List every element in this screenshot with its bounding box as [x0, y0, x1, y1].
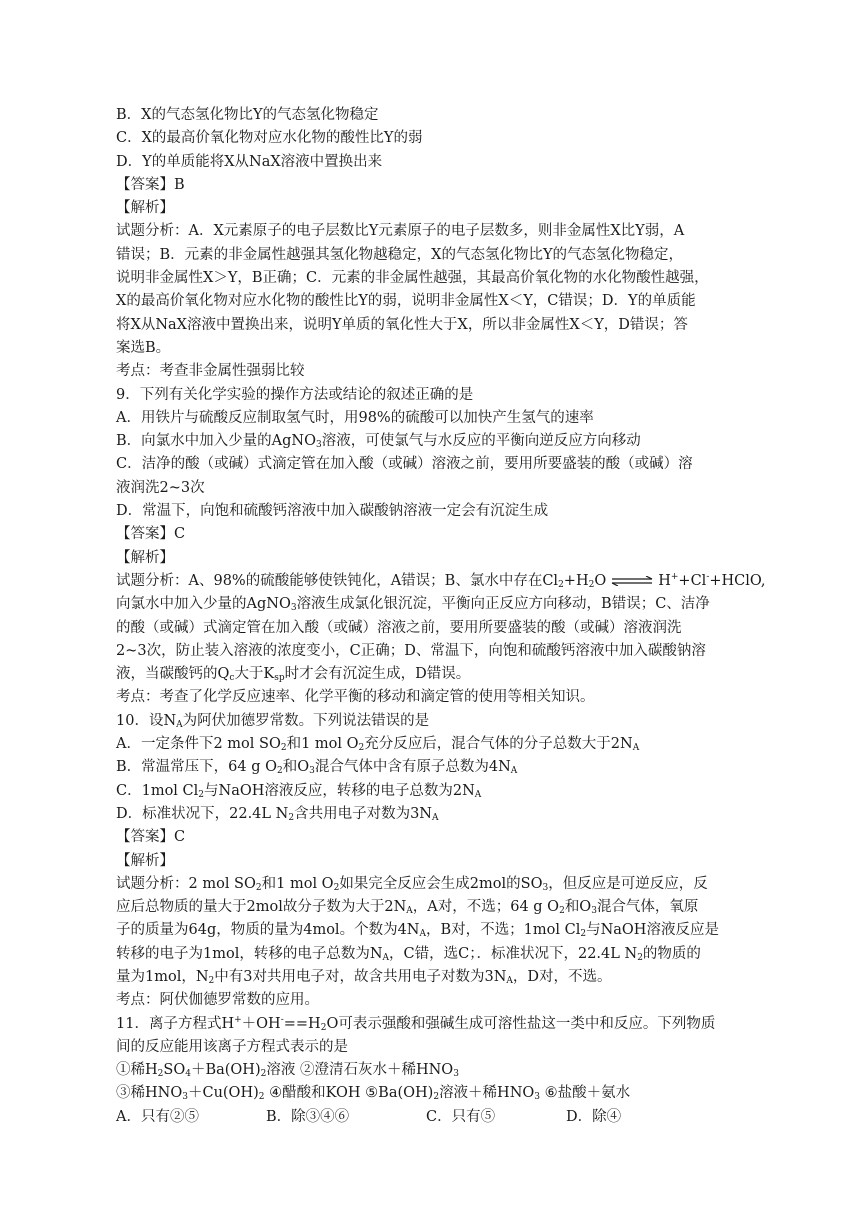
q10-option-d: D．标准状况下，22.4L $N_2$含共用电子对数为$3N_A$ — [116, 805, 439, 823]
q11-stem: 11．离子方程式$H^++OH^-==H_2O$可表示强酸和强碱生成可溶性盐这一类中和反应。下列物质 — [116, 1014, 716, 1033]
q10-option-b: B．常温常压下，64 g $O_2$和$O_3$混合气体中含有原子总数为$4N_A$ — [116, 759, 518, 777]
q10-analysis-line: 量为1mol，$N_2$中有3对共用电子对，故含共用电子对数为$3N_A$，D对，不选。 — [116, 968, 612, 986]
q8-analysis-line: 案选B。 — [116, 339, 171, 356]
q10-option-c: C．1mol $Cl_2$与NaOH溶液反应，转移的电子总数为$2N_A$ — [116, 782, 482, 800]
q10-option-a: A．一定条件下2 mol $SO_2$和1 mol $O_2$充分反应后，混合气体的分子总数大于$2N_A$ — [116, 736, 640, 754]
q10-kaodian: 考点：阿伏伽德罗常数的应用。 — [116, 992, 319, 1009]
document-page — [116, 104, 766, 1129]
q10-stem: 10．设$N_A$为阿伏加德罗常数。下列说法错误的是 — [116, 712, 430, 730]
q11-stem-cont: 间的反应能用该离子方程式表示的是 — [116, 1038, 348, 1055]
q10-analysis-line: 试题分析：2 mol $SO_2$和1 mol $O_2$如果完全反应会生成2mol的$SO_3$，但反应是可逆反应，反 — [116, 875, 708, 893]
q9-option-c-cont: 液润洗2~3次 — [116, 479, 205, 496]
q9-answer: 【答案】C — [116, 526, 186, 543]
q9-analysis-line: 试题分析：A、98%的硫酸能够使铁钝化，A错误；B、氯水中存在$Cl_2+H_2O$ H++Cl-+HClO, — [116, 571, 766, 590]
q8-analysis-line: 错误；B．元素的非金属性越强其氢化物越稳定，X的气态氢化物比Y的气态氢化物稳定， — [116, 246, 684, 263]
q9-option-d: D．常温下，向饱和硫酸钙溶液中加入碳酸钠溶液一定会有沉淀生成 — [116, 503, 549, 520]
q9-stem: 9．下列有关化学实验的操作方法或结论的叙述正确的是 — [116, 386, 474, 403]
q9-analysis-line: 液，当碳酸钙的$Q_c$大于$K_{sp}$时才会有沉淀生成，D错误。 — [116, 666, 471, 684]
q11-reactions-row: ①稀$H_2SO_4+Ba(OH)_2$溶液 ②澄清石灰水＋稀$HNO_3$ — [116, 1062, 459, 1080]
q8-option-d: D．Y的单质能将X从NaX溶液中置换出来 — [116, 153, 383, 170]
q10-analysis-label: 【解析】 — [116, 852, 174, 869]
q8-kaodian: 考点：考查非金属性强弱比较 — [116, 363, 305, 380]
q8-analysis-line: 试题分析：A．X元素原子的电子层数比Y元素原子的电子层数多，则非金属性X比Y弱，A — [116, 223, 685, 240]
q9-analysis-line: 向氯水中加入少量的AgNO$_3$溶液生成氯化银沉淀，平衡向正反应方向移动，B错误；C、洁净 — [116, 596, 710, 614]
q10-analysis-line: 转移的电子为1mol，转移的电子总数为$N_A$，C错，选C；．标准状况下，22.4L $N_2$的物质的 — [116, 945, 701, 963]
q10-analysis-line: 子的质量为64g，物质的量为4mol。个数为$4N_A$，B对，不选；1mol $Cl_2$与NaOH溶液反应是 — [116, 922, 719, 940]
q8-analysis-line: 将X从NaX溶液中置换出来，说明Y单质的氧化性大于X，所以非金属性X＜Y，D错误；答 — [116, 316, 688, 333]
q9-analysis-line: 2~3次，防止装入溶液的浓度变小，C正确；D、常温下，向饱和硫酸钙溶液中加入碳酸钠溶 — [116, 642, 706, 659]
q11-choice-a: A．只有②⑤ — [116, 1108, 199, 1125]
q8-analysis-label: 【解析】 — [116, 200, 174, 217]
q11-choice-b: B．除③④⑥ — [266, 1108, 350, 1125]
q8-analysis-line: X的最高价氧化物对应水化物的酸性比Y的弱，说明非金属性X＜Y，C错误；D．Y的单质能 — [116, 293, 696, 310]
q9-option-a: A．用铁片与硫酸反应制取氢气时，用98%的硫酸可以加快产生氢气的速率 — [116, 409, 594, 426]
q9-option-b: B．向氯水中加入少量的AgNO$_3$溶液，可使氯气与水反应的平衡向逆反应方向移动 — [116, 433, 641, 451]
q11-choice-d: D．除④ — [566, 1108, 622, 1125]
q9-option-c: C．洁净的酸（或碱）式滴定管在加入酸（或碱）溶液之前，要用所要盛装的酸（或碱）溶 — [116, 456, 693, 473]
q11-choice-c: C．只有⑤ — [426, 1108, 496, 1125]
q9-kaodian: 考点：考查了化学反应速率、化学平衡的移动和滴定管的使用等相关知识。 — [116, 689, 595, 706]
q11-choices — [116, 1106, 742, 1129]
q9-analysis-label: 【解析】 — [116, 549, 174, 566]
q10-analysis-line: 应后总物质的量大于2mol故分子数为大于$2N_A$，A对，不选；64 g $O_2$和$O_3$混合气体，氧原 — [116, 899, 699, 917]
q8-analysis-line: 说明非金属性X＞Y，B正确；C．元素的非金属性越强，其最高价氧化物的水化物酸性越强， — [116, 270, 709, 287]
q11-reactions-row: ③稀$HNO_3+Cu(OH)_2$ ④醋酸和KOH $⑤Ba(OH)_2$溶液＋稀$HNO_3$ ⑥盐酸＋氨水 — [116, 1085, 631, 1103]
q8-option-b: B．X的气态氢化物比Y的气态氢化物稳定 — [116, 107, 379, 123]
q9-analysis-line: 的酸（或碱）式滴定管在加入酸（或碱）溶液之前，要用所要盛装的酸（或碱）溶液润洗 — [116, 619, 682, 636]
q10-answer: 【答案】C — [116, 829, 186, 846]
q8-option-c: C．X的最高价氧化物对应水化物的酸性比Y的弱 — [116, 130, 423, 147]
equilibrium-arrow-icon — [610, 576, 654, 586]
q8-answer: 【答案】B — [116, 176, 185, 193]
